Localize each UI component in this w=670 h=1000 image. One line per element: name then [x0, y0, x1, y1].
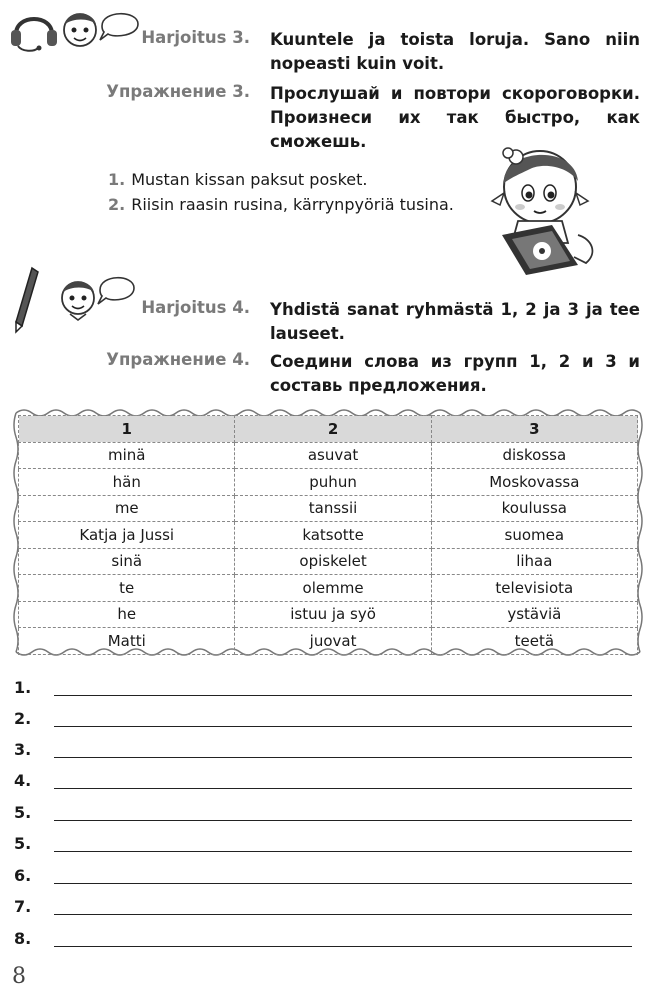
answer-number: 6.: [14, 866, 32, 885]
table-cell: puhun: [235, 469, 431, 496]
table-cell: lihaa: [431, 548, 637, 575]
table-header-row: [19, 416, 638, 443]
answer-line[interactable]: [54, 695, 632, 696]
page-number: 8: [12, 964, 26, 989]
column-header: 2: [235, 416, 431, 443]
table-row: [19, 469, 638, 496]
answer-number: 2.: [14, 709, 32, 728]
table-row: [19, 522, 638, 549]
table-cell: istuu ja syö: [235, 601, 431, 628]
table-cell: sinä: [19, 548, 235, 575]
answer-line[interactable]: [54, 946, 632, 947]
exercise4-ru-label: Упражнение 4.: [106, 350, 250, 369]
answer-line[interactable]: [54, 757, 632, 758]
answer-row: [14, 866, 634, 897]
table-cell: diskossa: [431, 442, 637, 469]
table-cell: Matti: [19, 628, 235, 655]
answer-number: 8.: [14, 929, 32, 948]
answer-row: [14, 709, 634, 740]
table-row: [19, 442, 638, 469]
table-row: [19, 601, 638, 628]
exercise3-ru-label: Упражнение 3.: [106, 82, 250, 101]
answer-row: [14, 929, 634, 960]
column-header: 1: [19, 416, 235, 443]
answer-number: 4.: [14, 771, 32, 790]
exercise4-ru-instruction: Соедини слова из групп 1, 2 и 3 и составь предложения.: [270, 352, 640, 395]
table-cell: ystäviä: [431, 601, 637, 628]
answer-line[interactable]: [54, 726, 632, 727]
table-cell: teetä: [431, 628, 637, 655]
headphones-icon: [8, 4, 60, 54]
word-table: [18, 415, 638, 655]
list-item: [108, 195, 454, 214]
list-item-number: 1.: [108, 170, 126, 189]
answer-line[interactable]: [54, 883, 632, 884]
answer-line[interactable]: [54, 851, 632, 852]
table-cell: he: [19, 601, 235, 628]
list-item-number: 2.: [108, 195, 126, 214]
table-cell: Moskovassa: [431, 469, 637, 496]
answer-row: [14, 678, 634, 709]
exercise3-fi-label: Harjoitus 3.: [141, 28, 250, 47]
girl-reading-illustration: [482, 135, 612, 285]
answer-row: [14, 803, 634, 834]
table-cell: hän: [19, 469, 235, 496]
answer-row: [14, 834, 634, 865]
table-cell: tanssii: [235, 495, 431, 522]
table-cell: olemme: [235, 575, 431, 602]
table-cell: koulussa: [431, 495, 637, 522]
table-cell: asuvat: [235, 442, 431, 469]
tongue-twister-text: Riisin raasin rusina, kärrynpyöriä tusina.: [131, 195, 454, 214]
answer-number: 5.: [14, 834, 32, 853]
answer-row: [14, 771, 634, 802]
table-cell: te: [19, 575, 235, 602]
table-row: [19, 495, 638, 522]
answer-number: 1.: [14, 678, 32, 697]
table-row: [19, 575, 638, 602]
column-header: 3: [431, 416, 637, 443]
exercise3-ru-instruction: Прослушай и повтори скороговорки. Произнеси их так быстро, как сможешь.: [270, 84, 640, 151]
table-row: [19, 628, 638, 655]
word-groups-table: [12, 405, 644, 660]
table-cell: minä: [19, 442, 235, 469]
list-item: [108, 170, 367, 189]
answer-line[interactable]: [54, 820, 632, 821]
answer-line[interactable]: [54, 914, 632, 915]
answer-number: 5.: [14, 803, 32, 822]
exercise4-fi-instruction: Yhdistä sanat ryhmästä 1, 2 ja 3 ja tee lauseet.: [270, 300, 640, 343]
table-row: [19, 548, 638, 575]
table-cell: katsotte: [235, 522, 431, 549]
answer-row: [14, 897, 634, 928]
table-cell: televisiota: [431, 575, 637, 602]
table-cell: juovat: [235, 628, 431, 655]
exercise3-fi-instruction: Kuuntele ja toista loruja. Sano niin nopeasti kuin voit.: [270, 30, 640, 73]
answer-number: 3.: [14, 740, 32, 759]
table-cell: Katja ja Jussi: [19, 522, 235, 549]
answer-row: [14, 740, 634, 771]
pencil-icon: [10, 266, 40, 334]
table-cell: suomea: [431, 522, 637, 549]
table-cell: me: [19, 495, 235, 522]
exercise4-fi-label: Harjoitus 4.: [141, 298, 250, 317]
answer-number: 7.: [14, 897, 32, 916]
tongue-twister-text: Mustan kissan paksut posket.: [131, 170, 368, 189]
answer-line[interactable]: [54, 788, 632, 789]
table-cell: opiskelet: [235, 548, 431, 575]
